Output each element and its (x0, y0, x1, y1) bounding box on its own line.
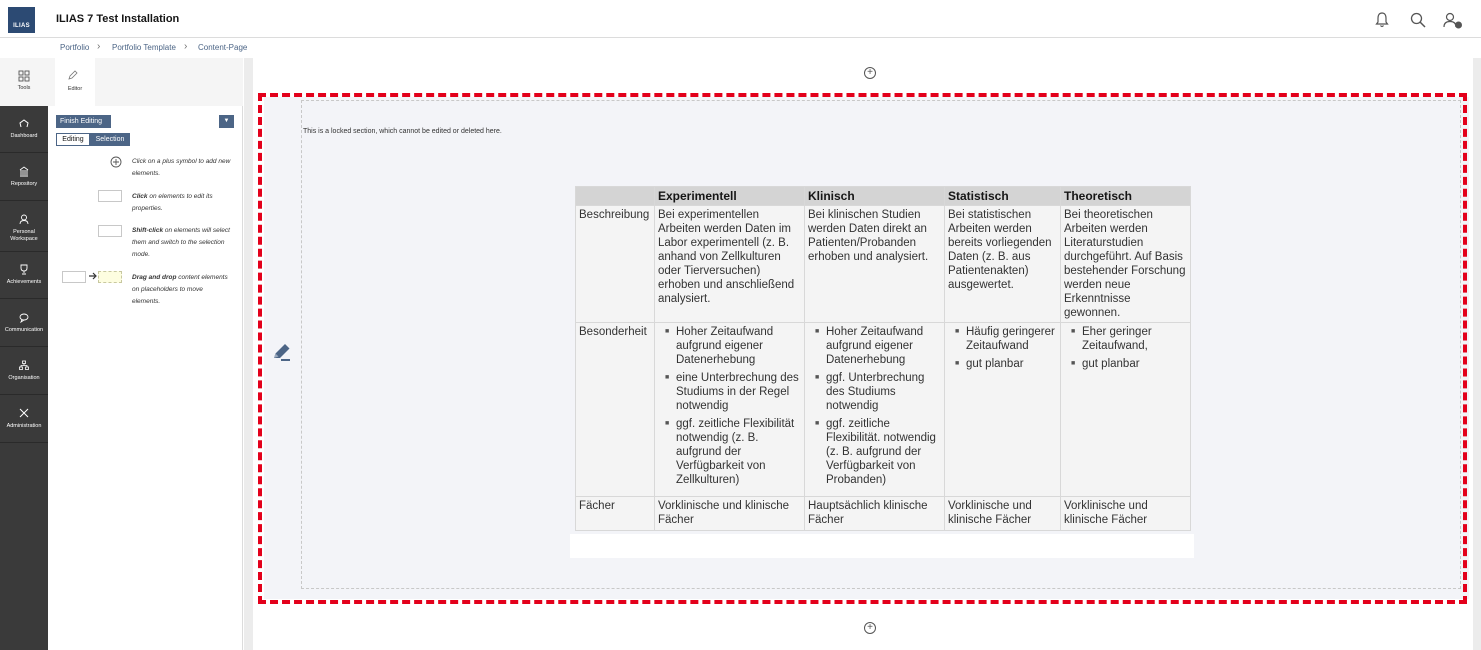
user-icon[interactable] (1442, 11, 1464, 29)
repository-icon (19, 166, 29, 177)
tab-editor-label: Editor (67, 86, 83, 92)
table-row (576, 323, 1191, 497)
table-cell (655, 323, 805, 497)
element-box-icon (98, 225, 122, 237)
tools-icon (19, 408, 29, 419)
placeholder-box-icon (98, 271, 122, 283)
person-icon (19, 214, 29, 225)
help-drag-drop (132, 272, 232, 308)
help-bold: Click (132, 193, 148, 200)
table-row (576, 497, 1191, 531)
finish-editing-button[interactable]: Finish Editing (56, 115, 111, 128)
plus-icon: + (867, 67, 873, 78)
plus-icon: + (867, 622, 873, 633)
mainbar-label: Achievements (6, 279, 42, 285)
mainbar-item-dashboard[interactable] (0, 106, 48, 153)
mainbar-item-repository[interactable] (0, 154, 48, 201)
mainbar-item-organisation[interactable] (0, 348, 48, 395)
breadcrumb-content-page[interactable]: Content-Page (198, 43, 248, 52)
table-cell: Bei theoretischen Arbeiten werden Literaturstudien durchgeführt. Auf Basis bestehender Forschung werden neue Erkenntnisse gewonnen. (1061, 206, 1191, 323)
table-row-label: Beschreibung (576, 206, 655, 323)
table-cell (1061, 323, 1191, 497)
mainbar-item-communication[interactable] (0, 300, 48, 347)
comparison-table-wrapper (575, 186, 1191, 531)
mainbar-label: Organisation (8, 375, 40, 381)
header-bar (0, 0, 1481, 38)
add-element-top-button[interactable] (864, 67, 876, 79)
slate-menu-button[interactable] (219, 115, 234, 128)
help-bold: Shift-click (132, 227, 164, 234)
bullet-list (1064, 325, 1187, 371)
table-cell: Vorklinische und klinische Fächer (655, 497, 805, 531)
chat-icon (19, 312, 29, 323)
breadcrumb-portfolio[interactable]: Portfolio (60, 43, 90, 52)
table-cell: Bei experimentellen Arbeiten werden Daten im Labor experimentell (z. B. anhand von Zellkulturen oder Tierversuchen) erhoben und anschließend analysiert. (655, 206, 805, 323)
table-cell: Vorklinische und klinische Fächer (945, 497, 1061, 531)
bullet-list (808, 325, 941, 487)
mode-selection-button[interactable]: Selection (90, 133, 130, 146)
table-row (576, 206, 1191, 323)
tools-button[interactable] (0, 58, 48, 106)
trophy-icon (19, 264, 29, 275)
help-text: content elements on placeholders to move elements. (132, 274, 228, 305)
mainbar-label: Repository (10, 181, 38, 187)
list-item: ■ ggf. Unterbrechung des Studiums notwendig (815, 371, 941, 413)
table-header-row (576, 187, 1191, 206)
list-item: ■ eine Unterbrechung des Studiums in der Regel notwendig (665, 371, 801, 413)
tools-label: Tools (17, 85, 31, 91)
help-bold: Drag and drop (132, 274, 177, 281)
list-item: ■ ggf. zeitliche Flexibilität notwendig (z. B. aufgrund der Verfügbarkeit von Zellkulturen) (665, 417, 801, 487)
bell-icon[interactable] (1373, 11, 1391, 29)
main-bar (0, 58, 48, 650)
mainbar-label: Administration (6, 423, 42, 429)
breadcrumb-portfolio-template[interactable]: Portfolio Template (112, 43, 176, 52)
search-icon[interactable] (1409, 11, 1427, 29)
table-header-cell: Statistisch (945, 187, 1061, 206)
pencil-icon (68, 70, 78, 80)
list-item: ■ ggf. zeitliche Flexibilität. notwendig (z. B. aufgrund der Verfügbarkeit von Probanden) (815, 417, 941, 487)
add-element-bottom-button[interactable] (864, 622, 876, 634)
help-shift-click (132, 225, 232, 261)
table-header-cell: Experimentell (655, 187, 805, 206)
table-cell: Hauptsächlich klinische Fächer (805, 497, 945, 531)
help-text: Click on a plus symbol to add new elements. (132, 158, 231, 177)
organisation-icon (19, 360, 29, 371)
element-box-icon (98, 190, 122, 202)
table-cell (805, 323, 945, 497)
table-header-cell: Theoretisch (1061, 187, 1191, 206)
list-item: ■ gut planbar (955, 357, 1057, 371)
arrow-right-icon (88, 271, 98, 281)
mainbar-label: Communication (4, 327, 44, 333)
mainbar-item-administration[interactable] (0, 396, 48, 443)
comparison-table (575, 186, 1191, 531)
caret-down-icon: ▼ (223, 118, 230, 124)
table-header-cell (576, 187, 655, 206)
list-item: ■ Eher geringer Zeitaufwand, (1071, 325, 1187, 353)
locked-section-note: This is a locked section, which cannot be edited or deleted here. (303, 128, 502, 135)
pencil-edit-icon[interactable] (271, 342, 293, 364)
editor-slate (48, 106, 243, 650)
help-text: on elements to edit its properties. (132, 193, 213, 212)
mainbar-item-personal-workspace[interactable] (0, 202, 48, 252)
list-item: ■ Häufig geringerer Zeitaufwand (955, 325, 1057, 353)
mode-editing-button[interactable]: Editing (56, 133, 90, 146)
dashboard-icon (19, 118, 29, 129)
chevron-right-icon: › (97, 41, 101, 52)
breadcrumb (0, 38, 1481, 58)
bullet-list (948, 325, 1057, 371)
table-row-label: Besonderheit (576, 323, 655, 497)
table-row-label: Fächer (576, 497, 655, 531)
list-item: ■ Hoher Zeitaufwand aufgrund eigener Datenerhebung (665, 325, 801, 367)
table-header-cell: Klinisch (805, 187, 945, 206)
help-text: on elements will select them and switch to the selection mode. (132, 227, 230, 258)
table-cell: Bei statistischen Arbeiten werden bereits vorliegenden Daten (z. B. aus Patientenakten) ausgewertet. (945, 206, 1061, 323)
tab-editor[interactable] (55, 58, 95, 106)
list-item: ■ Hoher Zeitaufwand aufgrund eigener Datenerhebung (815, 325, 941, 367)
bullet-list (658, 325, 801, 487)
element-box-icon (62, 271, 86, 283)
table-cell: Bei klinischen Studien werden Daten direkt an Patienten/Probanden erhoben und analysiert. (805, 206, 945, 323)
chevron-right-icon: › (184, 41, 188, 52)
table-footer-strip (570, 534, 1194, 558)
grid-icon (18, 70, 30, 82)
ilias-logo[interactable]: ILIAS (8, 7, 35, 33)
list-item: ■ gut planbar (1071, 357, 1187, 371)
help-click (132, 191, 232, 215)
mainbar-label: Dashboard (10, 133, 38, 139)
table-cell: Vorklinische und klinische Fächer (1061, 497, 1191, 531)
mainbar-item-achievements[interactable] (0, 252, 48, 299)
app-title: ILIAS 7 Test Installation (56, 13, 180, 25)
table-cell (945, 323, 1061, 497)
mainbar-label: Personal Workspace (10, 229, 38, 242)
plus-circle-icon (110, 156, 122, 168)
help-plus (132, 156, 232, 180)
